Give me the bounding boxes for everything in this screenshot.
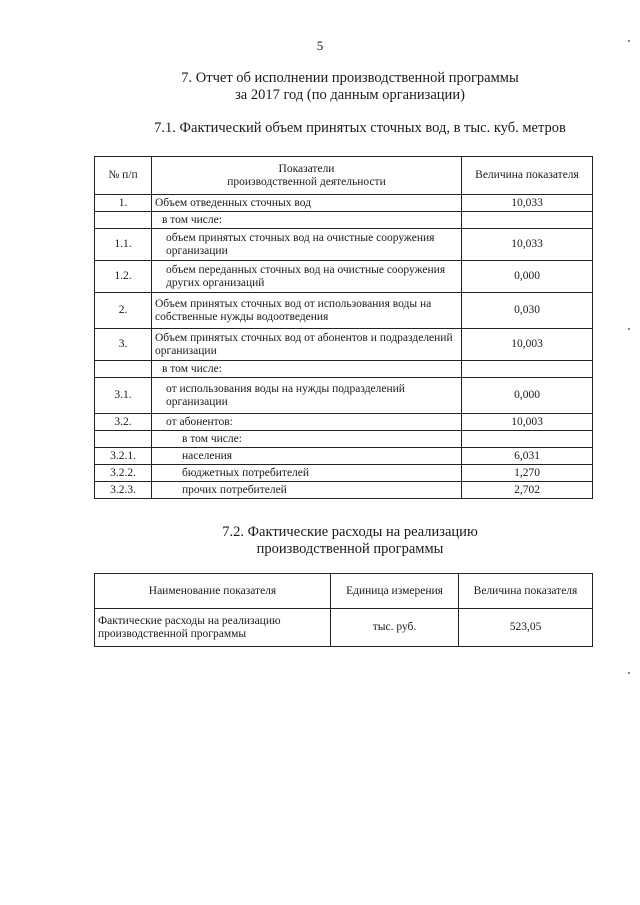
header-indicators-line-2: производственной деятельности [227,175,386,188]
row-value: 6,031 [462,448,593,465]
row-label: от абонентов: [152,414,462,431]
header-unit: Единица измерения [331,574,459,609]
row-label: прочих потребителей [152,482,462,499]
row-value: 10,003 [462,414,593,431]
row-unit: тыс. руб. [331,609,459,647]
row-value: 10,033 [462,229,593,261]
expenses-table [94,573,593,647]
header-value: Величина показателя [459,574,593,609]
section-7-2-title [120,524,580,558]
header-value: Величина показателя [462,157,593,195]
row-number [95,431,152,448]
row-name: Фактические расходы на реализацию производственной программы [95,609,331,647]
row-label: Объем отведенных сточных вод [152,195,462,212]
row-label: Объем принятых сточных вод от использования воды на собственные нужды водоотведения [152,293,462,329]
row-number: 3.2. [95,414,152,431]
row-value [462,212,593,229]
row-value: 10,003 [462,329,593,361]
row-value: 0,030 [462,293,593,329]
table-row [95,609,593,647]
title-line-2: за 2017 год (по данным организации) [235,87,465,103]
row-value: 0,000 [462,378,593,414]
table-row [95,414,593,431]
row-value: 2,702 [462,482,593,499]
row-number: 3.2.2. [95,465,152,482]
table-header-row [95,157,593,195]
table-row [95,465,593,482]
table-row [95,378,593,414]
page-number: 5 [316,38,324,53]
title-line-1: 7. Отчет об исполнении производственной программы [181,70,519,86]
table-row [95,329,593,361]
table-row [95,293,593,329]
table-row [95,482,593,499]
row-number: 3.2.3. [95,482,152,499]
row-label: в том числе: [152,212,462,229]
header-num: № п/п [95,157,152,195]
table-row [95,361,593,378]
scan-speck [628,672,630,674]
row-value [462,431,593,448]
table-row [95,431,593,448]
row-number: 1. [95,195,152,212]
row-label: объем принятых сточных вод на очистные сооружения организации [152,229,462,261]
table-row [95,261,593,293]
row-value: 0,000 [462,261,593,293]
table-header-row [95,574,593,609]
row-label: от использования воды на нужды подразделений организации [152,378,462,414]
row-number: 3.2.1. [95,448,152,465]
table-row [95,212,593,229]
section-7-1-title: 7.1. Фактический объем принятых сточных вод, в тыс. куб. метров [154,120,566,136]
header-name: Наименование показателя [95,574,331,609]
document-title [120,70,580,104]
row-value [462,361,593,378]
row-number: 1.2. [95,261,152,293]
row-label: бюджетных потребителей [152,465,462,482]
wastewater-volume-table [94,156,593,499]
row-number: 2. [95,293,152,329]
table-row [95,195,593,212]
section-7-2-title-line-1: 7.2. Фактические расходы на реализацию [222,524,478,540]
row-label: в том числе: [152,431,462,448]
row-number: 3.1. [95,378,152,414]
table-row [95,448,593,465]
scan-speck [628,328,630,330]
row-number [95,361,152,378]
header-indicators [152,157,462,195]
row-value: 523,05 [459,609,593,647]
section-7-2-title-line-2: производственной программы [256,541,444,557]
scan-speck [628,40,630,42]
row-number: 3. [95,329,152,361]
row-value: 1,270 [462,465,593,482]
row-number: 1.1. [95,229,152,261]
table-row [95,229,593,261]
row-label: объем переданных сточных вод на очистные сооружения других организаций [152,261,462,293]
row-number [95,212,152,229]
row-value: 10,033 [462,195,593,212]
row-label: Объем принятых сточных вод от абонентов и подразделений организации [152,329,462,361]
row-label: в том числе: [152,361,462,378]
row-label: населения [152,448,462,465]
header-indicators-line-1: Показатели [278,162,335,175]
